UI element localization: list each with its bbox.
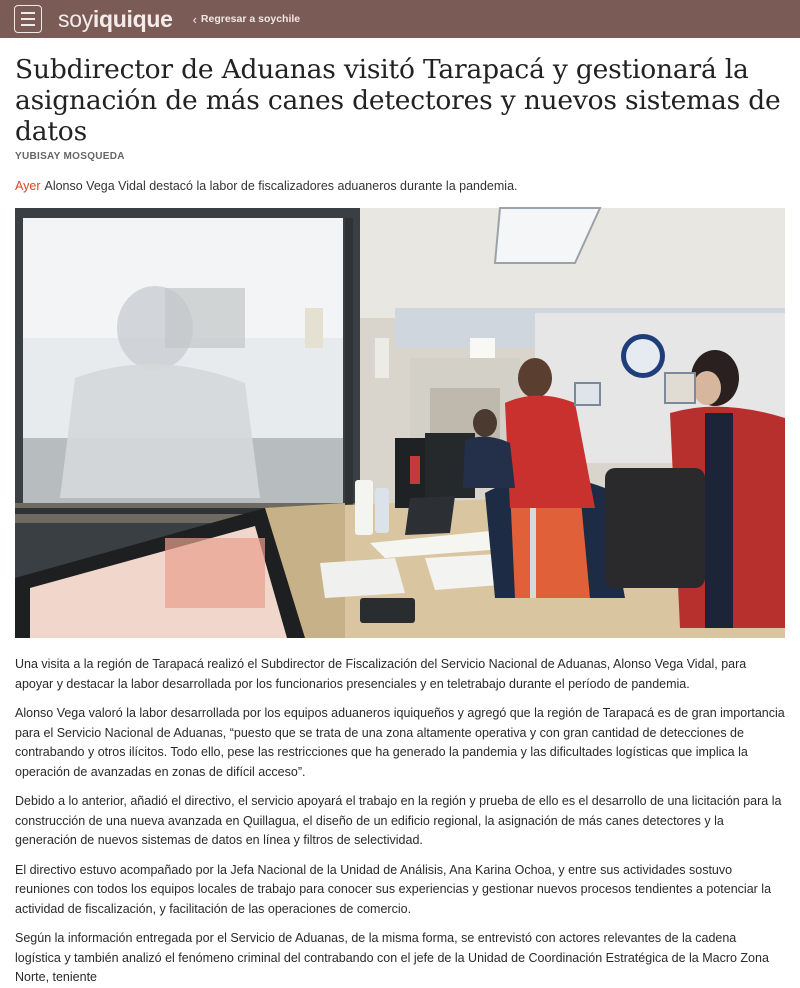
article-date: Ayer — [15, 179, 41, 193]
article-photo[interactable] — [15, 208, 785, 638]
menu-line — [21, 12, 35, 14]
article-lead-text: Alonso Vega Vidal destacó la labor de fiscalizadores aduaneros durante la pandemia. — [44, 179, 518, 193]
menu-line — [21, 18, 35, 20]
menu-line — [21, 24, 35, 26]
article-paragraph: El directivo estuvo acompañado por la Jefa Nacional de la Unidad de Análisis, Ana Karina Ochoa, y entre sus actividades sostuvo reuniones con todos los equipos locales de trabajo para conocer sus experiencias y gestionar nuevos procesos tendientes a potenciar la actividad de fiscalización, y facilitación de las operaciones de comercio. — [15, 862, 772, 916]
top-navigation-bar — [0, 0, 800, 38]
article-paragraph: Alonso Vega valoró la labor desarrollada por los equipos aduaneros iquiqueños y agregó que la región de Tarapacá es de gran importancia para el Servicio Nacional de Aduanas, “puesto que se trata de una zona altamente operativa y con gran cantidad de detecciones de contrabando y otros ilícitos. Todo ello, pese las restricciones que ha generado la pandemia y las dificultades logísticas que implica la operación de avanzadas en zonas de difícil acceso”. — [15, 706, 785, 779]
article-paragraph: Debido a lo anterior, añadió el directivo, el servicio apoyará el trabajo en la región y prueba de ello es el desarrollo de una licitación para la construcción de una nueva avanzada en Quillagua, el diseño de un edificio regional, la asignación de más canes detectores y la generación de nuevos sistemas de datos en línea y filtros de selectividad. — [15, 794, 782, 847]
article-author[interactable]: YUBISAY MOSQUEDA — [15, 151, 125, 162]
article-lead — [15, 179, 785, 193]
logo-text-iquique: iquique — [92, 5, 173, 32]
article-body — [15, 655, 785, 988]
back-to-soychile-link[interactable] — [193, 12, 301, 27]
article-title: Subdirector de Aduanas visitó Tarapacá y gestionará la asignación de más canes detectores y nuevos sistemas de datos — [15, 54, 781, 147]
site-logo[interactable] — [58, 5, 173, 32]
hamburger-icon[interactable] — [14, 5, 42, 33]
chevron-left-icon: ‹ — [192, 11, 197, 27]
article-paragraph: Una visita a la región de Tarapacá realizó el Subdirector de Fiscalización del Servicio Nacional de Aduanas, Alonso Vega Vidal, para apoyar y destacar la labor desarrollada por los funcionarios presenciales y en teletrabajo durante el período de pandemia. — [15, 657, 747, 691]
back-link-label: Regresar a soychile — [200, 13, 301, 25]
article-paragraph: Según la información entregada por el Servicio de Aduanas, de la misma forma, se entrevistó con actores relevantes de la cadena logística y también analizó el fenómeno criminal del contrabando con el jefe de la Unidad de Coordinación Estratégica de la Macro Zona Norte, teniente — [15, 931, 769, 984]
logo-text-soy: soy — [58, 5, 93, 32]
article-content — [0, 54, 800, 988]
customs-office-photo — [15, 208, 785, 638]
